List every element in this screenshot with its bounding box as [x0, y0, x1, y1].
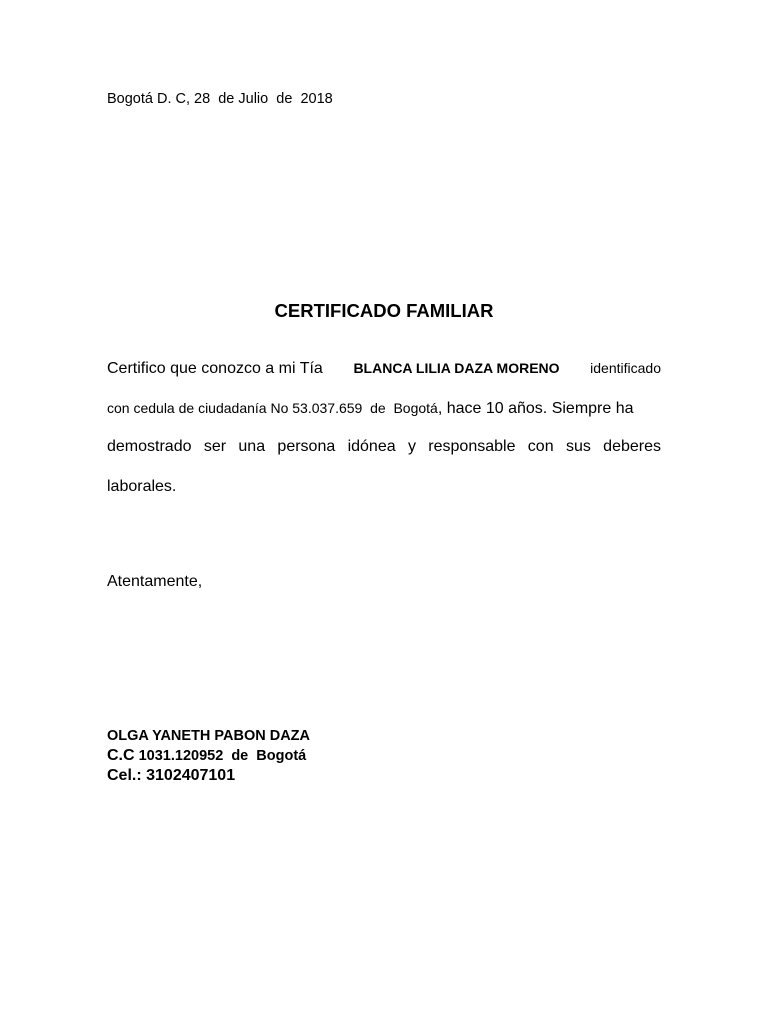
signer-name: OLGA YANETH PABON DAZA	[107, 728, 311, 744]
paragraph-lead: Certifico que conozco a mi Tía	[107, 360, 323, 377]
signer-id	[107, 746, 310, 766]
document-title: CERTIFICADO FAMILIAR	[274, 300, 494, 321]
signer-id-label: C.C	[107, 747, 135, 764]
paragraph-line2-rest: , hace 10 años. Siempre ha	[437, 400, 634, 417]
paragraph-line-3: demostrado ser una persona idónea y responsable con sus deberes	[107, 438, 661, 455]
paragraph-line-1	[107, 360, 661, 378]
signature-block	[107, 727, 310, 785]
paragraph-line-2	[107, 400, 661, 418]
closing-text: Atentamente,	[107, 573, 203, 590]
paragraph-line-4: laborales.	[107, 478, 177, 495]
paragraph-line1-tail: identificado	[590, 360, 661, 376]
signer-phone: Cel.: 3102407101	[107, 767, 236, 784]
signer-id-value: 1031.120952 de Bogotá	[134, 748, 307, 764]
person-name: BLANCA LILIA DAZA MORENO	[353, 360, 560, 376]
date-line: Bogotá D. C, 28 de Julio de 2018	[107, 91, 333, 107]
id-statement: con cedula de ciudadanía No 53.037.659 de Bogotá	[107, 400, 438, 416]
